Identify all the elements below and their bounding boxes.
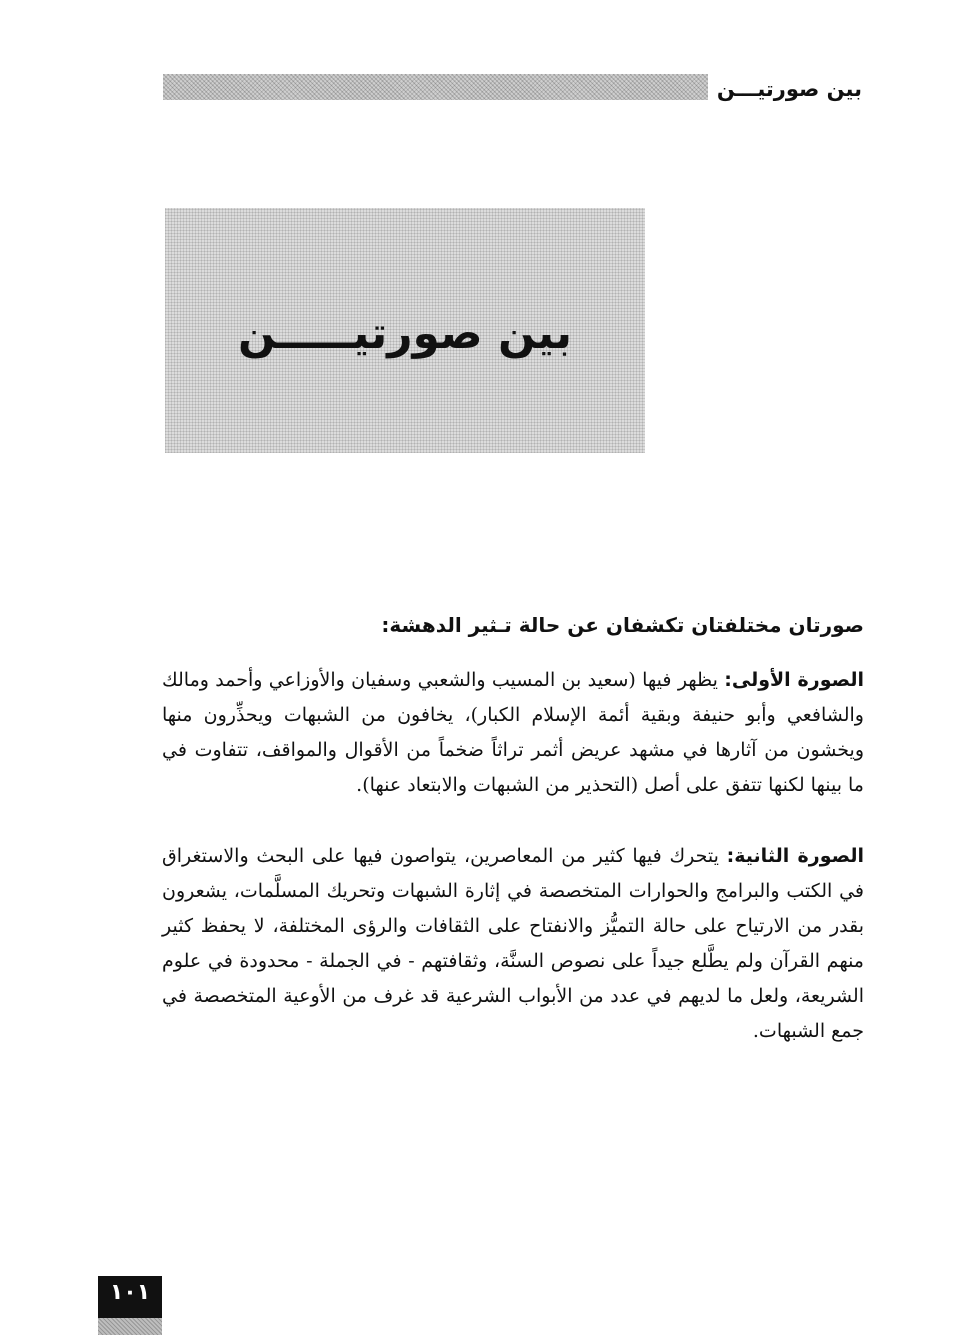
chapter-title: بين صورتيـــــن [237,308,573,359]
page-number-box [98,1276,162,1318]
page-number-decorative-strip [98,1318,162,1335]
paragraph-text: يتحرك فيها كثير من المعاصرين، يتواصون فيها على البحث والاستغراق في الكتب والبرامج والحوارات المتخصصة في إثارة الشبهات وتحريك المسلَّمات، يشعرون بقدر من الارتياح على حالة التميُّز والانفتاح على الثقافات والرؤى المختلفة، لا يحفظ كثير منهم القرآن ولم يطَّلع جيداً على نصوص السنَّة، وثقافتهم - في الجملة - محدودة في علوم الشريعة، ولعل ما لديهم في عدد من الأبواب الشرعية قد غرف من الأوعية المتخصصة في جمع الشبهات. [162,845,864,1042]
paragraph-first-image [162,663,864,803]
running-header-title: بين صورتيـــن [716,77,862,101]
paragraph-text: يظهر فيها (سعيد بن المسيب والشعبي وسفيان والأوزاعي وأحمد ومالك والشافعي وأبو حنيفة وبقية أئمة الإسلام الكبار)، يخافون من الشبهات ويحذِّرون منها ويخشون من آثارها في مشهد عريض أثمر تراثاً ضخماً من الأقوال والمواقف، تتفاوت في ما بينها لكنها تتفق على أصل (التحذير من الشبهات والابتعاد عنها). [162,669,864,796]
header-decorative-bar [163,74,708,100]
section-heading: صورتان مختلفتان تكشفان عن حالة تـثير الدهشة: [381,613,864,637]
paragraph-second-image [162,839,864,1049]
main-content [162,605,864,1085]
paragraph-lead: الصورة الثانية: [726,845,864,867]
paragraph-lead: الصورة الأولى: [724,669,864,691]
page-number: ١٠١ [109,1280,151,1305]
chapter-title-box [165,208,645,453]
